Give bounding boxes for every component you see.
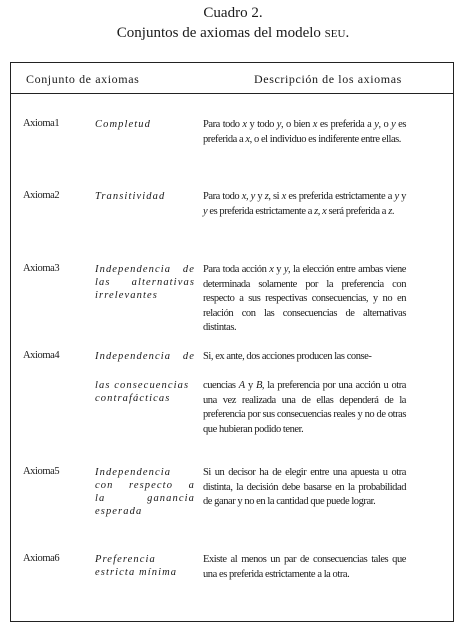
variable: z: [388, 205, 392, 217]
table-caption-title: [0, 25, 466, 42]
axiom-name-line: esperada: [95, 506, 143, 517]
axiom-description: Existe al menos un par de consecuencias tales que una es preferida estrictamente a la otra.: [203, 554, 406, 580]
variable: x: [269, 264, 274, 275]
variable: y: [391, 119, 396, 130]
variable: x: [281, 191, 286, 202]
variable: y: [203, 205, 208, 217]
axiom-id: Axioma5: [23, 466, 60, 477]
variable: z: [264, 191, 269, 202]
variable: y: [276, 119, 282, 130]
axiom-name-line: irrelevantes: [95, 290, 158, 301]
axiom-description: Si un decisor ha de elegir entre una apuesta u otra distinta, la decisión debe basarse en la probabilidad de ganar y no en la cantidad que puede lograr.: [203, 467, 406, 507]
header-axiom-set: Conjunto de axiomas: [26, 72, 140, 86]
axiom-name-line: con respecto a: [95, 480, 195, 491]
axiom-name: [95, 118, 195, 131]
axiom-name-line: contrafácticas: [95, 393, 171, 404]
axiom-name-line: Completud: [95, 119, 151, 130]
variable: x: [242, 119, 247, 130]
axiom-id: Axioma4: [23, 350, 60, 361]
caption-title-end: .: [345, 25, 350, 41]
caption-model-name: seu: [324, 25, 346, 41]
axiom-name-line: Independencia de: [95, 264, 195, 275]
header-divider: [10, 93, 454, 94]
variable: y: [394, 191, 399, 202]
axiom-id: Axioma2: [23, 190, 60, 201]
axiom-name: [95, 553, 195, 579]
axiom-name-line: estricta mínima: [95, 567, 178, 578]
axiom-name-line: Preferencia: [95, 554, 156, 565]
axiom-description-top: Si, ex ante, dos acciones producen las conse-: [203, 351, 372, 362]
axiom-id: Axioma1: [23, 118, 60, 129]
variable: x: [312, 119, 317, 130]
axiom-description: Para todo x y todo y, o bien x es preferida a y, o y es preferida a x, o el individuo es indiferente entre ellas.: [203, 119, 407, 145]
axiom-description: cuencias A y B, la preferencia por una acción u otra una vez realizada una de ellas dependerá de la preferencia por sus consecuencias reales y no de otras que hubieran podido tener.: [203, 380, 406, 435]
axiom-description: Para todo x, y y z, si x es preferida estrictamente a y y y es preferida estrictamente a z, x será preferida a z.: [203, 191, 406, 217]
axiom-description: Para toda acción x y y, la elección entre ambas viene determinada solamente por la preferencia con respecto a sus respectivas consecuencias, y no en relación con las consecuencias de alternativas distintas.: [203, 264, 407, 333]
header-axiom-description: Descripción de los axiomas: [254, 72, 402, 86]
axiom-name-line: Independencia: [95, 467, 172, 478]
variable: y: [374, 119, 379, 130]
caption-title-text: Conjuntos de axiomas del modelo: [116, 25, 325, 41]
axiom-name-line: las alternativas: [95, 277, 195, 288]
axiom-name-top: Independencia de: [95, 351, 195, 362]
axiom-name: [95, 190, 195, 203]
axiom-name-line: Transitividad: [95, 191, 166, 202]
axiom-name: [95, 466, 195, 518]
variable: x: [245, 133, 250, 145]
axiom-name: [95, 263, 195, 302]
variable: x: [322, 205, 327, 217]
axiom-name-line: las consecuencias: [95, 380, 190, 391]
variable: y: [283, 264, 289, 275]
axiom-id: Axioma6: [23, 553, 60, 564]
axiom-id: Axioma3: [23, 263, 60, 274]
variable: x, y: [241, 191, 255, 202]
variable: B: [255, 380, 262, 391]
variable: A: [238, 380, 245, 391]
axiom-name-line: la ganancia: [95, 493, 195, 504]
table-caption-number: Cuadro 2.: [203, 5, 263, 21]
axiom-name: [95, 379, 195, 405]
variable: z: [314, 205, 318, 217]
